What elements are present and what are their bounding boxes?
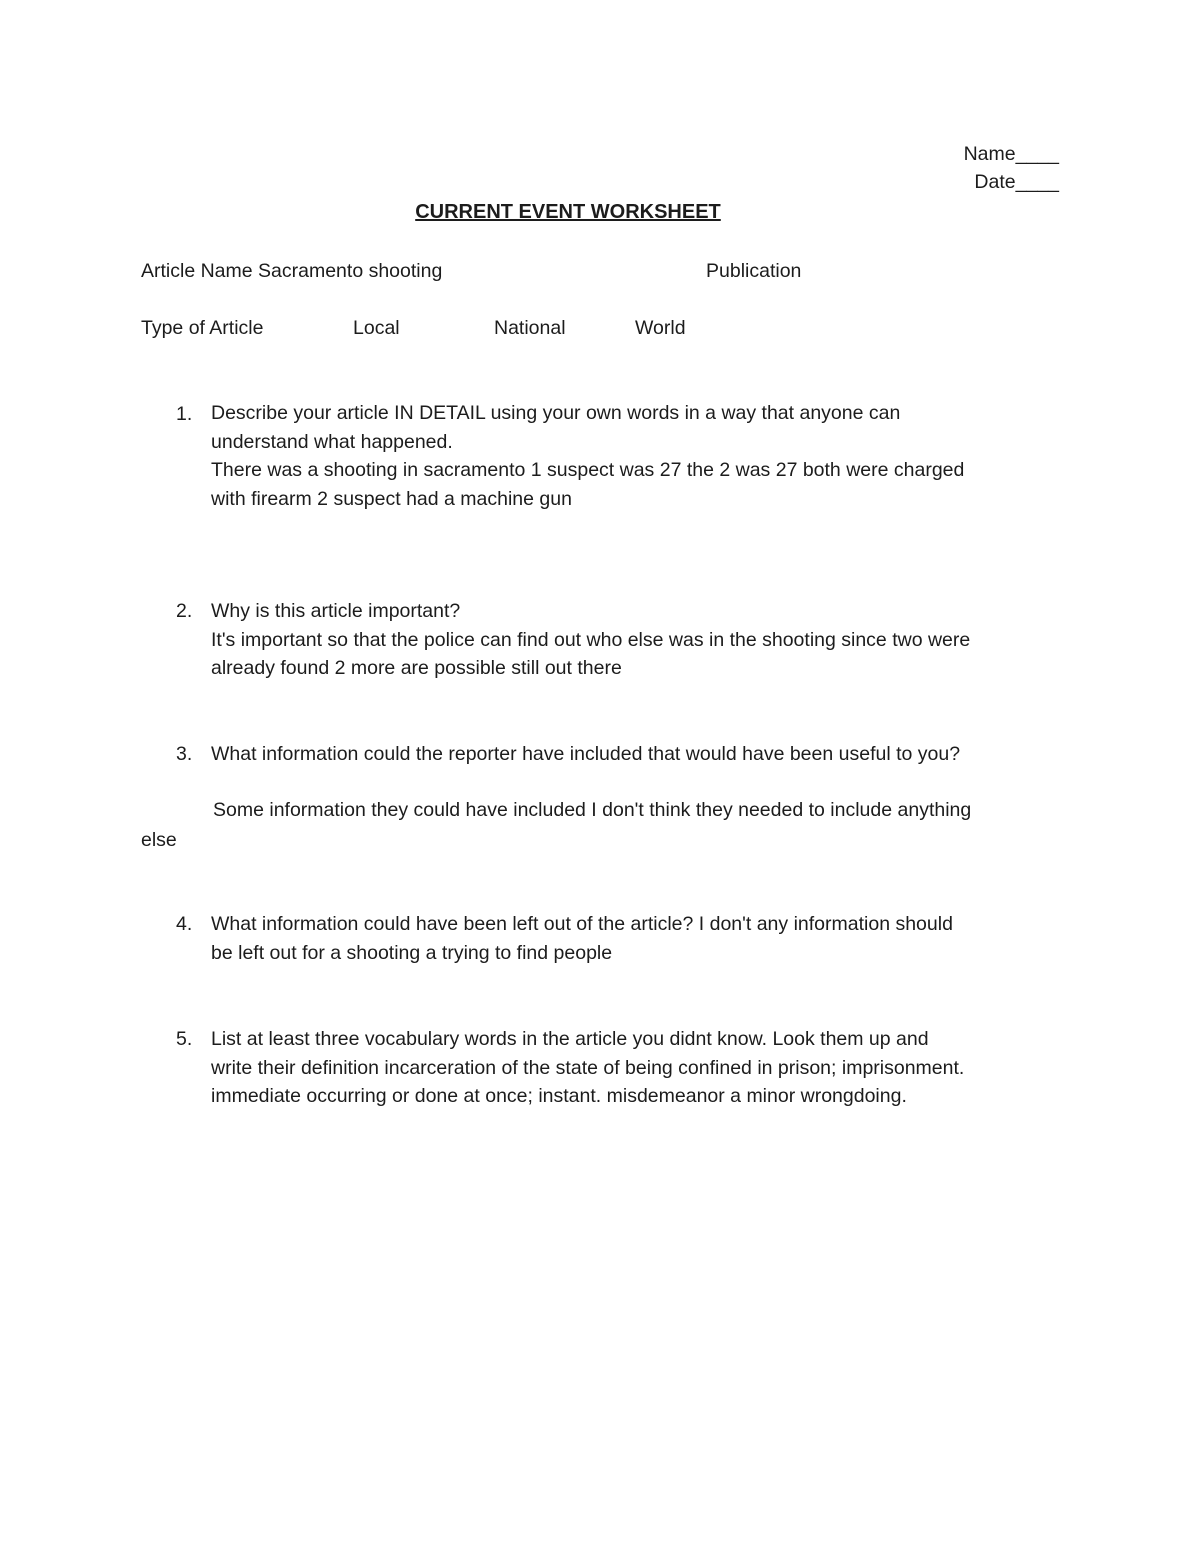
question-1-text bbox=[211, 399, 964, 513]
question-1-line: understand what happened. bbox=[211, 430, 453, 453]
question-5-text bbox=[211, 1025, 964, 1111]
question-1-line: Describe your article IN DETAIL using your own words in a way that anyone can bbox=[211, 402, 901, 424]
question-4-line: What information could have been left out of the article? I don't any information should bbox=[211, 913, 953, 935]
question-2-line: Why is this article important? bbox=[211, 600, 461, 622]
type-option-local: Local bbox=[353, 317, 400, 339]
question-3-number: 3. bbox=[176, 743, 193, 765]
question-1-answer-line: with firearm 2 suspect had a machine gun bbox=[211, 487, 572, 510]
question-3-text bbox=[211, 740, 960, 769]
question-1-number: 1. bbox=[176, 403, 193, 425]
page-title: CURRENT EVENT WORKSHEET bbox=[415, 201, 721, 223]
question-3-line: What information could the reporter have included that would have been useful to you? bbox=[211, 743, 961, 765]
question-2-number: 2. bbox=[176, 600, 193, 622]
type-option-world: World bbox=[635, 317, 686, 339]
name-field-label: Name____ bbox=[963, 143, 1059, 165]
question-3-answer-line: else bbox=[141, 829, 177, 851]
question-4-text bbox=[211, 910, 953, 967]
question-5-number: 5. bbox=[176, 1028, 193, 1050]
question-2-answer-line: It's important so that the police can find out who else was in the shooting since two were bbox=[211, 628, 971, 651]
question-5-line: List at least three vocabulary words in the article you didnt know. Look them up and bbox=[211, 1028, 929, 1050]
question-3-answer-line: Some information they could have included I don't think they needed to include anything bbox=[213, 799, 972, 821]
question-2-answer-line: already found 2 more are possible still out there bbox=[211, 657, 622, 679]
question-2-text bbox=[211, 597, 970, 683]
type-option-national: National bbox=[494, 317, 566, 339]
question-4-number: 4. bbox=[176, 913, 193, 935]
type-of-article-label: Type of Article bbox=[141, 317, 264, 339]
question-4-line: be left out for a shooting a trying to find people bbox=[211, 941, 613, 964]
question-5-line: write their definition incarceration of the state of being confined in prison; imprisonment. bbox=[211, 1056, 965, 1079]
publication-label: Publication bbox=[706, 260, 802, 282]
question-5-line: immediate occurring or done at once; instant. misdemeanor a minor wrongdoing. bbox=[211, 1085, 907, 1107]
question-1-answer-line: There was a shooting in sacramento 1 suspect was 27 the 2 was 27 both were charged bbox=[211, 459, 965, 481]
date-field-label: Date____ bbox=[974, 171, 1059, 193]
article-name: Article Name Sacramento shooting bbox=[141, 260, 443, 282]
